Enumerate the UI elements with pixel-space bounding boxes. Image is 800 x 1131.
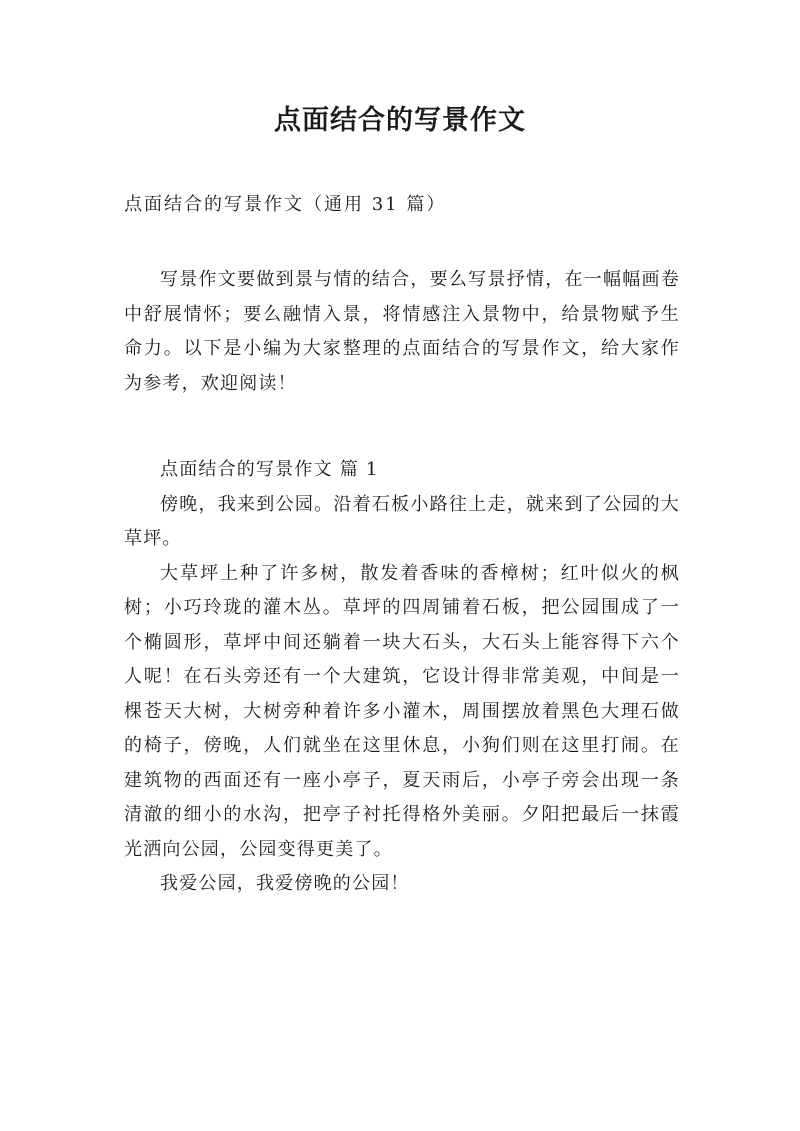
intro-paragraph-block <box>124 263 680 401</box>
document-title: 点面结合的写景作文 <box>274 105 526 136</box>
essay-section <box>124 453 680 902</box>
essay-paragraph: 我爱公园，我爱傍晚的公园！ <box>160 873 410 894</box>
intro-paragraph: 写景作文要做到景与情的结合，要么写景抒情，在一幅幅画卷中舒展情怀；要么融情入景，将情感注入景物中，给景物赋予生命力。以下是小编为大家整理的点面结合的写景作文，给大家作为参考，欢迎阅读！ <box>124 269 680 394</box>
section-heading: 点面结合的写景作文 篇 1 <box>160 459 379 480</box>
document-subtitle: 点面结合的写景作文（通用 31 篇） <box>124 194 447 215</box>
essay-paragraph: 傍晚，我来到公园。沿着石板小路往上走，就来到了公园的大草坪。 <box>124 493 680 549</box>
essay-paragraph: 大草坪上种了许多树，散发着香味的香樟树；红叶似火的枫树；小巧玲珑的灌木丛。草坪的四周铺着石板，把公园围成了一个椭圆形，草坪中间还躺着一块大石头，大石头上能容得下六个人呢！在石头旁还有一个大建筑，它设计得非常美观，中间是一棵苍天大树，大树旁种着许多小灌木，周围摆放着黑色大理石做的椅子，傍晚，人们就坐在这里休息，小狗们则在这里打闹。在建筑物的西面还有一座小亭子，夏天雨后，小亭子旁会出现一条清澈的细小的水沟，把亭子衬托得格外美丽。夕阳把最后一抹霞光洒向公园，公园变得更美了。 <box>124 562 680 860</box>
